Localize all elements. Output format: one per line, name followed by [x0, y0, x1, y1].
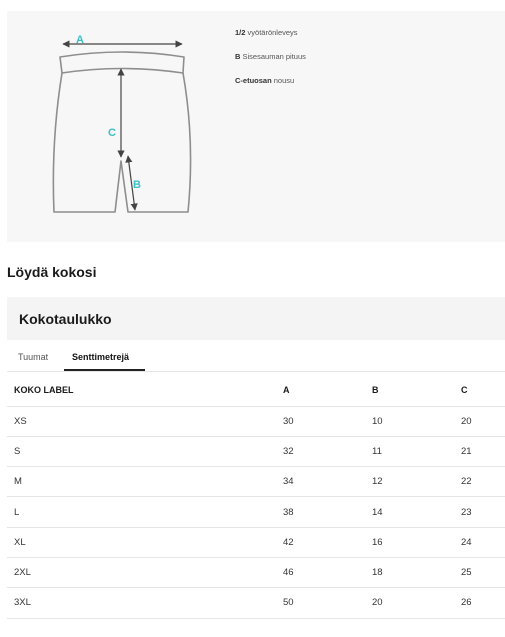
label-a: A	[76, 34, 84, 46]
cell-c: 21	[461, 436, 505, 466]
tab-inches[interactable]: Tuumat	[18, 352, 49, 362]
cell-c: 23	[461, 497, 505, 527]
cell-b: 20	[372, 588, 461, 618]
cell-b: 10	[372, 406, 461, 436]
table-row	[7, 436, 505, 466]
table-row	[7, 467, 505, 497]
cell-b: 14	[372, 497, 461, 527]
table-row	[7, 527, 505, 557]
measurement-legend	[235, 28, 306, 100]
page-title: Löydä kokosi	[7, 264, 97, 280]
legend-c: C-etuosan nousu	[235, 76, 295, 85]
table-row	[7, 406, 505, 436]
cell-b: 11	[372, 436, 461, 466]
cell-size: M	[7, 467, 283, 497]
cell-a: 32	[283, 436, 372, 466]
cell-c: 25	[461, 557, 505, 587]
cell-b: 18	[372, 557, 461, 587]
cell-a: 50	[283, 588, 372, 618]
cell-size: 2XL	[7, 557, 283, 587]
cell-a: 46	[283, 557, 372, 587]
cell-a: 34	[283, 467, 372, 497]
table-row	[7, 497, 505, 527]
table-header-row	[7, 374, 505, 406]
size-table	[7, 374, 505, 619]
cell-c: 22	[461, 467, 505, 497]
cell-size: XL	[7, 527, 283, 557]
cell-size: 3XL	[7, 588, 283, 618]
cell-size: S	[7, 436, 283, 466]
legend-b: B Sisesauman pituus	[235, 52, 306, 61]
shorts-outline	[53, 52, 190, 212]
column-header-c: C	[461, 374, 505, 406]
cell-size: XS	[7, 406, 283, 436]
size-chart-header	[7, 297, 505, 340]
cell-c: 24	[461, 527, 505, 557]
measurement-diagram-panel	[7, 11, 505, 242]
table-row	[7, 557, 505, 587]
cell-c: 26	[461, 588, 505, 618]
cell-b: 16	[372, 527, 461, 557]
column-header-b: B	[372, 374, 461, 406]
column-header-size: KOKO LABEL	[7, 374, 283, 406]
cell-a: 30	[283, 406, 372, 436]
tab-centimeters[interactable]: Senttimetrejä	[72, 352, 130, 362]
size-chart-title: Kokotaulukko	[19, 311, 112, 327]
cell-a: 42	[283, 527, 372, 557]
cell-a: 38	[283, 497, 372, 527]
label-c: C	[108, 127, 116, 139]
active-tab-indicator	[64, 369, 145, 371]
cell-b: 12	[372, 467, 461, 497]
unit-tabs	[7, 343, 505, 372]
cell-size: L	[7, 497, 283, 527]
legend-a: 1/2 vyötärönleveys	[235, 28, 298, 37]
cell-c: 20	[461, 406, 505, 436]
label-b: B	[133, 179, 141, 191]
column-header-a: A	[283, 374, 372, 406]
table-row	[7, 588, 505, 618]
